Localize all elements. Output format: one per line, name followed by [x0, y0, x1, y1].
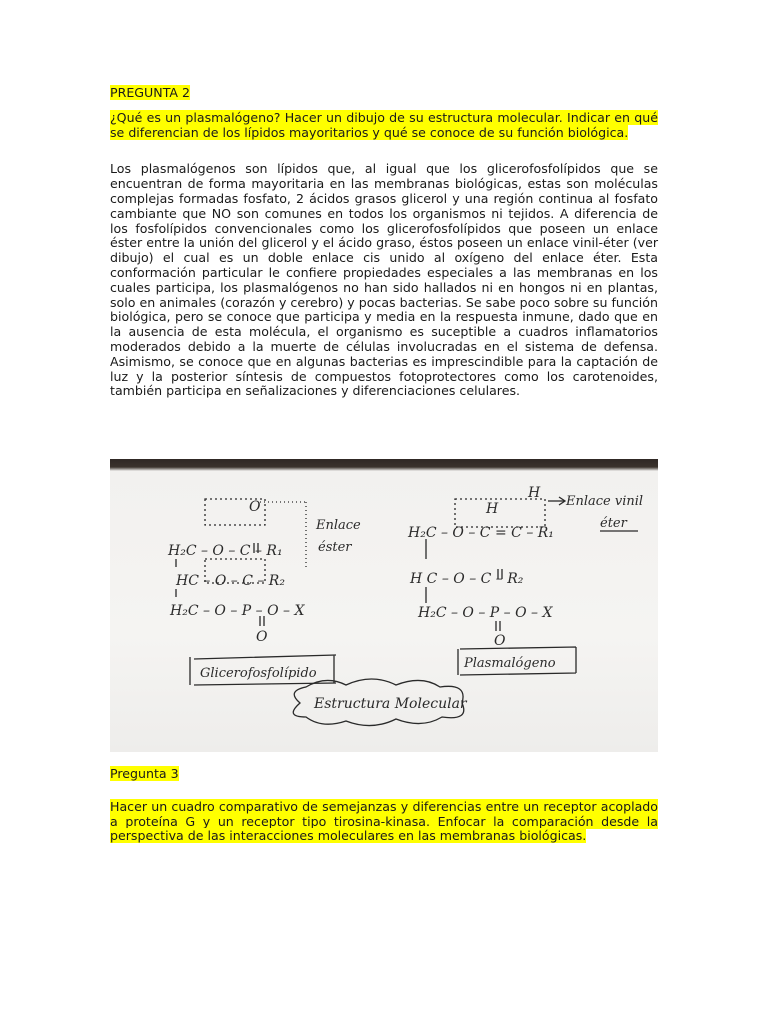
pregunta-3-section	[110, 767, 658, 844]
right-structure-text	[407, 485, 643, 671]
caption-text: Estructura Molecular	[314, 696, 467, 712]
right-row1: H₂C – O – C = C – R₁	[408, 525, 554, 541]
left-row1: H₂C – O – C – R₁	[168, 543, 283, 559]
right-row3: H₂C – O – P – O – X	[418, 605, 553, 621]
pregunta-2-answer: Los plasmalógenos son lípidos que, al igual que los glicerofosfolípidos que se encuentran de forma mayoritaria en las membranas biológicas, estas son moléculas complejas formadas fosfato, 2 ácidos grasos glicerol y una región continua al fosfato cambiante que NO son comunes en todos los organismos ni tejidos. A diferencia de los fosfolípidos convencionales como los glicerofosfolípidos que poseen un enlace éster entre la unión del glicerol y el ácido graso, éstos poseen un enlace vinil-éter (ver dibujo) el cual es un doble enlace cis unido al oxígeno del enlace éter. Esta conformación particular le confiere propiedades especiales a las membranas en los cuales participa, los plasmalógenos no han sido hallados ni en hongos ni en plantas, solo en animales (corazón y cerebro) y pocas bacterias. Se sabe poco sobre su función biológica, pero se conoce que participa y media en la respuesta inmune, dado que en la ausencia de esta molécula, el organismo es suceptible a cuadros inflamatorios moderados debido a la muerte de células involucradas en el sistema de defensa. Asimismo, se conoce que en algunas bacterias es imprescindible para la captación de luz y la posterior síntesis de compuestos fotoprotectores como los carotenoides, también participa en señalizaciones y diferenciaciones celulares.	[110, 161, 658, 399]
pregunta-2-heading: PREGUNTA 2	[110, 85, 191, 100]
left-annotation-1: Enlace	[316, 518, 361, 533]
pregunta-3-question: Hacer un cuadro comparativo de semejanzas y diferencias entre un receptor acoplado a proteína G y un receptor tipo tirosina-kinasa. Enfocar la comparación desde la perspectiva de las interacciones moleculares en las membranas biológicas.	[110, 798, 658, 844]
right-annotation-2: éter	[600, 516, 627, 531]
left-row3: H₂C – O – P – O – X	[170, 603, 305, 619]
left-annotation-2: éster	[318, 540, 352, 555]
right-row2: H C – O – C – R₂	[410, 571, 524, 587]
right-annotation-1: Enlace vinil	[566, 494, 644, 509]
pregunta-2-section	[110, 86, 658, 415]
right-h-top-2: H	[528, 485, 541, 501]
molecular-structure-photo	[110, 459, 658, 752]
right-label: Plasmalógeno	[464, 656, 556, 671]
pregunta-3-heading: Pregunta 3	[110, 766, 179, 781]
left-structure-text	[167, 499, 361, 681]
right-dotted-box-top	[455, 499, 545, 527]
left-row2: HC – O – C – R₂	[176, 573, 285, 589]
right-o-bottom: O	[494, 633, 506, 649]
right-h-top-1: H	[486, 501, 499, 517]
left-o-bottom: O	[256, 629, 268, 645]
left-o-top: O	[249, 499, 261, 515]
handwritten-drawing	[110, 459, 658, 752]
left-label: Glicerofosfolípido	[200, 666, 317, 681]
pregunta-2-question: ¿Qué es un plasmalógeno? Hacer un dibujo de su estructura molecular. Indicar en qué se diferencian de los lípidos mayoritarios y qué se conoce de su función biológica.	[110, 109, 658, 140]
